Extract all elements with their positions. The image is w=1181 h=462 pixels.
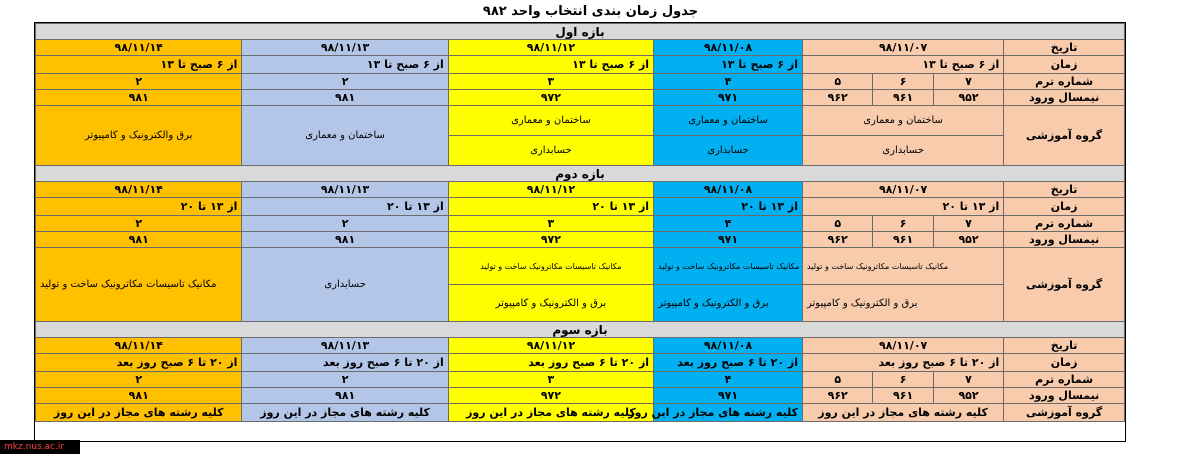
- group-line: مکانیک تاسیسات مکاترونیک ساخت و تولید: [806, 261, 949, 271]
- semester-cell: ۹۵۲: [933, 388, 1003, 404]
- term-cell: ۷: [933, 372, 1003, 388]
- term-cell: ۶: [873, 372, 933, 388]
- schedule-frame: [34, 22, 1126, 442]
- label-date: تاریخ: [1004, 182, 1125, 198]
- group-line: برق و الکترونیک و کامپیوتر: [449, 284, 653, 321]
- semester-cell: ۹۶۲: [802, 232, 872, 248]
- group-cell: [654, 248, 803, 322]
- label-term: شماره ترم: [1004, 372, 1125, 388]
- semester-cell: ۹۷۲: [448, 232, 653, 248]
- label-time: زمان: [1004, 198, 1125, 216]
- group-cell: مکانیک تاسیسات مکاترونیک ساخت و تولید: [36, 248, 242, 322]
- term-cell: ۳: [448, 216, 653, 232]
- term-cell: ۲: [36, 216, 242, 232]
- group-cell: [448, 248, 653, 322]
- group-cell: کلیه رشته های مجاز در این روز: [654, 404, 803, 422]
- label-group: گروه آموزشی: [1004, 248, 1125, 322]
- term-cell: ۲: [36, 372, 242, 388]
- semester-cell: ۹۸۱: [36, 388, 242, 404]
- period-title: بازه دوم: [36, 166, 1125, 182]
- group-cell: [802, 106, 1003, 166]
- label-group: گروه آموزشی: [1004, 106, 1125, 166]
- footer-domain: .nus.ac.ir: [22, 442, 65, 452]
- semester-cell: ۹۵۲: [933, 232, 1003, 248]
- semester-cell: ۹۸۱: [242, 388, 448, 404]
- time-cell: از ۶ صبح تا ۱۳: [36, 56, 242, 74]
- semester-cell: ۹۸۱: [242, 90, 448, 106]
- label-semester: نیمسال ورود: [1004, 90, 1125, 106]
- time-cell: از ۶ صبح تا ۱۳: [654, 56, 803, 74]
- semester-cell: ۹۶۲: [802, 388, 872, 404]
- term-cell: ۵: [802, 74, 872, 90]
- label-semester: نیمسال ورود: [1004, 232, 1125, 248]
- term-cell: ۷: [933, 216, 1003, 232]
- label-group: گروه آموزشی: [1004, 404, 1125, 422]
- semester-cell: ۹۷۲: [448, 90, 653, 106]
- time-cell: از ۱۳ تا ۲۰: [654, 198, 803, 216]
- date-cell: ۹۸/۱۱/۱۳: [242, 182, 448, 198]
- group-line: حسابداری: [654, 135, 802, 165]
- term-cell: ۲: [242, 216, 448, 232]
- term-cell: ۳: [448, 372, 653, 388]
- group-cell: کلیه رشته های مجاز در این روز: [36, 404, 242, 422]
- term-cell: ۵: [802, 216, 872, 232]
- term-cell: ۴: [654, 372, 803, 388]
- semester-cell: ۹۷۱: [654, 388, 803, 404]
- time-cell: از ۲۰ تا ۶ صبح روز بعد: [654, 354, 803, 372]
- date-cell: ۹۸/۱۱/۰۷: [802, 338, 1003, 354]
- time-cell: از ۶ صبح تا ۱۳: [802, 56, 1003, 74]
- group-cell: کلیه رشته های مجاز در این روز: [802, 404, 1003, 422]
- date-cell: ۹۸/۱۱/۱۳: [242, 338, 448, 354]
- time-cell: از ۲۰ تا ۶ صبح روز بعد: [242, 354, 448, 372]
- term-cell: ۴: [654, 74, 803, 90]
- group-line: مکانیک تاسیسات مکاترونیک ساخت و تولید: [658, 261, 800, 271]
- term-cell: ۶: [873, 216, 933, 232]
- group-line: حسابداری: [449, 135, 653, 165]
- group-cell: کلیه رشته های مجاز در این روز: [242, 404, 448, 422]
- group-cell: برق والکترونیک و کامپیوتر: [36, 106, 242, 166]
- semester-cell: ۹۷۱: [654, 232, 803, 248]
- term-cell: ۶: [873, 74, 933, 90]
- time-cell: از ۶ صبح تا ۱۳: [448, 56, 653, 74]
- time-cell: از ۱۳ تا ۲۰: [448, 198, 653, 216]
- date-cell: ۹۸/۱۱/۱۴: [36, 40, 242, 56]
- group-cell: کلیه رشته های مجاز در این روز: [448, 404, 653, 422]
- label-term: شماره ترم: [1004, 216, 1125, 232]
- group-cell: [654, 106, 803, 166]
- date-cell: ۹۸/۱۱/۱۲: [448, 40, 653, 56]
- time-cell: از ۶ صبح تا ۱۳: [242, 56, 448, 74]
- label-date: تاریخ: [1004, 40, 1125, 56]
- semester-cell: ۹۵۲: [933, 90, 1003, 106]
- group-cell: [448, 106, 653, 166]
- footer-prefix: mkz: [4, 442, 23, 452]
- group-line: حسابداری: [803, 135, 1003, 165]
- group-line: ساختمان و معماری: [511, 115, 591, 126]
- group-line: مکانیک تاسیسات مکاترونیک ساخت و تولید: [480, 261, 622, 271]
- group-cell: ساختمان و معماری: [242, 106, 448, 166]
- site-footer: [0, 440, 80, 454]
- term-cell: ۴: [654, 216, 803, 232]
- term-cell: ۳: [448, 74, 653, 90]
- label-date: تاریخ: [1004, 338, 1125, 354]
- group-cell: حسابداری: [242, 248, 448, 322]
- term-cell: ۷: [933, 74, 1003, 90]
- term-cell: ۲: [242, 372, 448, 388]
- time-cell: از ۱۳ تا ۲۰: [36, 198, 242, 216]
- group-cell: [802, 248, 1003, 322]
- term-cell: ۵: [802, 372, 872, 388]
- semester-cell: ۹۶۱: [873, 90, 933, 106]
- schedule-table: [35, 23, 1125, 422]
- semester-cell: ۹۷۱: [654, 90, 803, 106]
- group-line: برق و الکترونیک و کامپیوتر: [654, 284, 802, 321]
- semester-cell: ۹۶۱: [873, 388, 933, 404]
- label-time: زمان: [1004, 354, 1125, 372]
- semester-cell: ۹۸۱: [36, 90, 242, 106]
- time-cell: از ۲۰ تا ۶ صبح روز بعد: [36, 354, 242, 372]
- term-cell: ۲: [36, 74, 242, 90]
- group-line: برق و الکترونیک و کامپیوتر: [803, 284, 1003, 321]
- group-line: ساختمان و معماری: [688, 115, 768, 126]
- term-cell: ۲: [242, 74, 448, 90]
- date-cell: ۹۸/۱۱/۰۸: [654, 182, 803, 198]
- date-cell: ۹۸/۱۱/۰۷: [802, 40, 1003, 56]
- date-cell: ۹۸/۱۱/۰۸: [654, 40, 803, 56]
- date-cell: ۹۸/۱۱/۱۲: [448, 338, 653, 354]
- semester-cell: ۹۸۱: [242, 232, 448, 248]
- time-cell: از ۲۰ تا ۶ صبح روز بعد: [802, 354, 1003, 372]
- date-cell: ۹۸/۱۱/۱۴: [36, 338, 242, 354]
- date-cell: ۹۸/۱۱/۱۴: [36, 182, 242, 198]
- date-cell: ۹۸/۱۱/۱۳: [242, 40, 448, 56]
- page-title: جدول زمان بندی انتخاب واحد ۹۸۲: [482, 4, 699, 19]
- date-cell: ۹۸/۱۱/۱۲: [448, 182, 653, 198]
- label-term: شماره ترم: [1004, 74, 1125, 90]
- semester-cell: ۹۶۲: [802, 90, 872, 106]
- time-cell: از ۱۳ تا ۲۰: [802, 198, 1003, 216]
- group-line: ساختمان و معماری: [863, 115, 943, 126]
- semester-cell: ۹۷۲: [448, 388, 653, 404]
- date-cell: ۹۸/۱۱/۰۸: [654, 338, 803, 354]
- semester-cell: ۹۸۱: [36, 232, 242, 248]
- date-cell: ۹۸/۱۱/۰۷: [802, 182, 1003, 198]
- time-cell: از ۲۰ تا ۶ صبح روز بعد: [448, 354, 653, 372]
- time-cell: از ۱۳ تا ۲۰: [242, 198, 448, 216]
- label-time: زمان: [1004, 56, 1125, 74]
- period-title: بازه اول: [36, 24, 1125, 40]
- period-title: بازه سوم: [36, 322, 1125, 338]
- semester-cell: ۹۶۱: [873, 232, 933, 248]
- label-semester: نیمسال ورود: [1004, 388, 1125, 404]
